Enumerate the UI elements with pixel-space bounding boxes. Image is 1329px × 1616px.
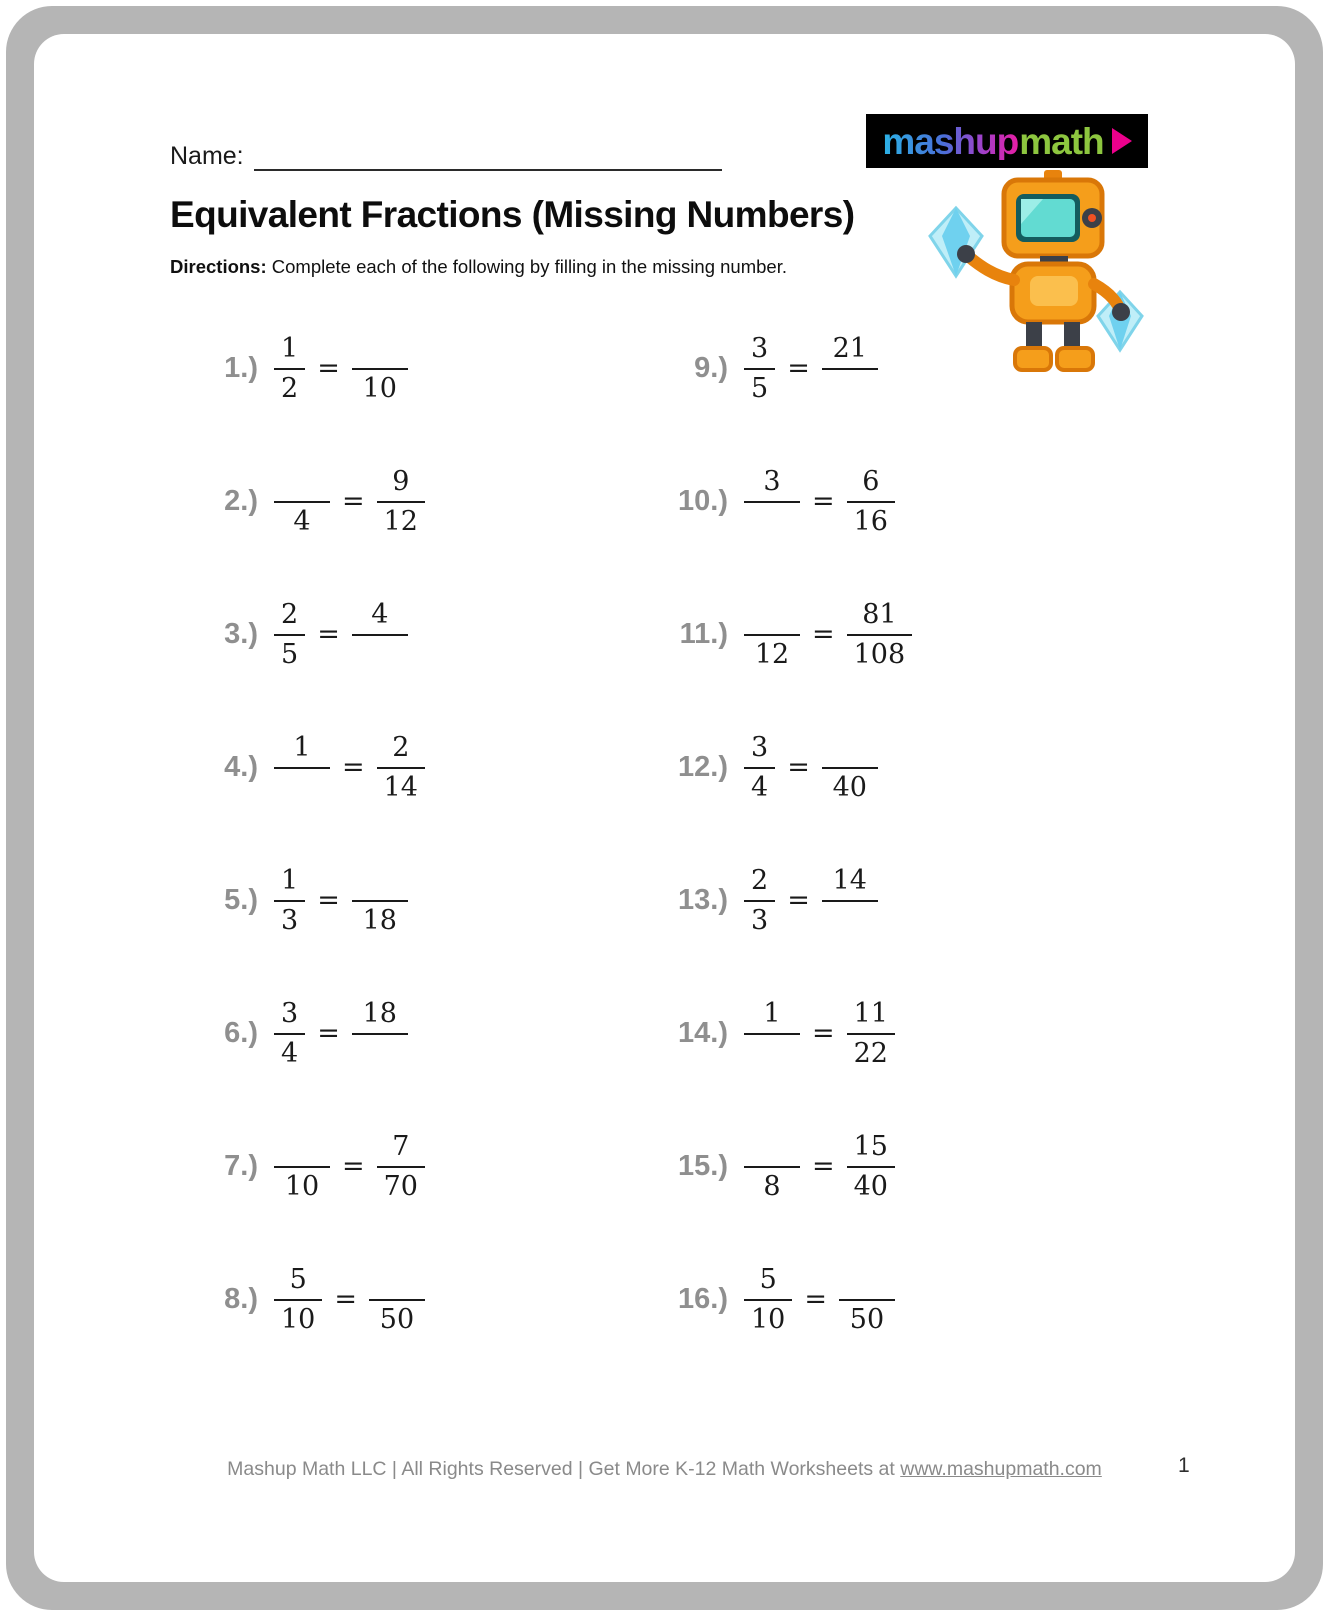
missing-number-blank[interactable] [274, 769, 330, 803]
missing-number-blank[interactable] [352, 865, 408, 901]
fraction-left [744, 333, 775, 403]
fraction-right [839, 1264, 895, 1334]
numerator: 6 [847, 466, 895, 502]
denominator: 10 [281, 1303, 316, 1335]
denominator: 3 [281, 904, 299, 936]
denominator: 10 [751, 1303, 786, 1335]
problem-row [184, 568, 654, 701]
equals-sign: = [787, 352, 810, 384]
equals-sign: = [787, 751, 810, 783]
equation [744, 1131, 895, 1201]
name-label: Name: [170, 142, 244, 170]
equation [744, 865, 878, 935]
equals-sign: = [334, 1283, 357, 1315]
equals-sign: = [317, 618, 340, 650]
denominator: 4 [281, 1037, 299, 1069]
equation [744, 599, 912, 669]
problem-row [654, 435, 1124, 568]
problem-row [654, 834, 1124, 967]
fraction-left [274, 1131, 330, 1201]
equation [274, 333, 408, 403]
problem-number: 13.) [678, 884, 728, 916]
numerator: 5 [744, 1264, 792, 1300]
numerator: 5 [274, 1264, 322, 1300]
equals-sign: = [812, 1017, 835, 1049]
equals-sign: = [317, 884, 340, 916]
problem-number: 4.) [224, 751, 258, 783]
problem-number: 6.) [224, 1017, 258, 1049]
problem-row [184, 967, 654, 1100]
denominator: 3 [751, 904, 769, 936]
problem-number: 5.) [224, 884, 258, 916]
numerator: 14 [822, 865, 878, 901]
problem-number: 1.) [224, 352, 258, 384]
fraction-right [822, 732, 878, 802]
fraction-right [847, 599, 913, 669]
equation [274, 466, 425, 536]
numerator: 1 [274, 333, 305, 369]
denominator: 18 [362, 904, 397, 936]
problem-number: 8.) [224, 1283, 258, 1315]
problem-number: 14.) [678, 1017, 728, 1049]
problem-number: 16.) [678, 1283, 728, 1315]
denominator: 4 [293, 505, 311, 537]
missing-number-blank[interactable] [744, 599, 800, 635]
missing-number-blank[interactable] [822, 732, 878, 768]
fraction-left [744, 998, 800, 1068]
numerator: 3 [744, 333, 775, 369]
missing-number-blank[interactable] [744, 1035, 800, 1069]
denominator: 22 [853, 1037, 888, 1069]
page-number: 1 [1178, 1454, 1190, 1477]
denominator: 12 [383, 505, 418, 537]
fraction-left [274, 333, 305, 403]
fraction-left [274, 732, 330, 802]
problem-row [654, 568, 1124, 701]
name-row [170, 142, 722, 171]
robot-head [1004, 180, 1102, 256]
numerator: 7 [377, 1131, 425, 1167]
numerator: 11 [847, 998, 895, 1034]
denominator: 10 [362, 372, 397, 404]
fraction-left [744, 1264, 792, 1334]
page-frame [6, 6, 1323, 1610]
equation [744, 1264, 895, 1334]
numerator: 2 [744, 865, 775, 901]
equation [744, 732, 878, 802]
problem-row [654, 302, 1124, 435]
denominator: 16 [853, 505, 888, 537]
directions-label: Directions: [170, 256, 267, 277]
denominator: 10 [284, 1170, 320, 1202]
equation [274, 1264, 425, 1334]
numerator: 21 [822, 333, 878, 369]
problem-row [184, 1233, 654, 1366]
denominator: 14 [383, 771, 418, 803]
equation [744, 998, 895, 1068]
missing-number-blank[interactable] [352, 1035, 408, 1069]
equation [744, 466, 895, 536]
equation [274, 599, 408, 669]
fraction-right [352, 599, 408, 669]
denominator: 8 [763, 1170, 781, 1202]
equals-sign: = [787, 884, 810, 916]
equals-sign: = [317, 1017, 340, 1049]
fraction-left [744, 732, 775, 802]
fraction-left [274, 466, 330, 536]
fraction-right [377, 1131, 425, 1201]
fraction-right [352, 865, 408, 935]
numerator: 15 [847, 1131, 895, 1167]
denominator: 4 [751, 771, 769, 803]
problem-number: 2.) [224, 485, 258, 517]
missing-number-blank[interactable] [839, 1264, 895, 1300]
name-input-line[interactable] [254, 143, 722, 171]
missing-number-blank[interactable] [352, 636, 408, 670]
fraction-right [352, 998, 408, 1068]
play-triangle-icon [1112, 128, 1132, 154]
equation [274, 1131, 425, 1201]
missing-number-blank[interactable] [369, 1264, 425, 1300]
footer-link[interactable]: www.mashupmath.com [900, 1458, 1102, 1480]
footer-text: Mashup Math LLC | All Rights Reserved | Get More K-12 Math Worksheets at [227, 1458, 901, 1480]
fraction-right [822, 865, 878, 935]
numerator: 1 [274, 732, 330, 768]
directions-text: Complete each of the following by filling in the missing number. [266, 256, 787, 277]
denominator: 50 [849, 1303, 885, 1335]
fraction-left [274, 599, 305, 669]
fraction-right [847, 998, 895, 1068]
equals-sign: = [812, 485, 835, 517]
denominator: 5 [281, 638, 299, 670]
equation [744, 333, 878, 403]
problem-number: 12.) [678, 751, 728, 783]
problem-row [184, 302, 654, 435]
numerator: 1 [744, 998, 800, 1034]
numerator: 81 [847, 599, 913, 635]
equals-sign: = [342, 1150, 365, 1182]
numerator: 4 [352, 599, 408, 635]
fraction-left [744, 599, 800, 669]
fraction-left [744, 466, 800, 536]
numerator: 2 [274, 599, 305, 635]
denominator: 40 [832, 771, 867, 803]
fraction-right [377, 732, 425, 802]
missing-number-blank[interactable] [744, 1131, 800, 1167]
denominator: 70 [383, 1170, 418, 1202]
missing-number-blank[interactable] [822, 370, 878, 404]
equals-sign: = [812, 1150, 835, 1182]
equals-sign: = [317, 352, 340, 384]
problem-number: 9.) [694, 352, 728, 384]
footer [34, 1458, 1295, 1481]
fraction-left [274, 998, 305, 1068]
problem-number: 3.) [224, 618, 258, 650]
denominator: 5 [751, 372, 769, 404]
problem-number: 11.) [679, 618, 728, 650]
fraction-left [744, 1131, 800, 1201]
problem-row [654, 967, 1124, 1100]
problem-row [184, 1100, 654, 1233]
problem-number: 10.) [678, 485, 728, 517]
logo-text-math: math [1019, 120, 1104, 162]
problem-row [654, 701, 1124, 834]
problem-row [654, 1233, 1124, 1366]
problem-number: 15.) [678, 1150, 728, 1182]
missing-number-blank[interactable] [352, 333, 408, 369]
worksheet-page [34, 34, 1295, 1582]
denominator: 108 [853, 638, 906, 670]
denominator: 50 [379, 1303, 415, 1335]
equation [274, 865, 408, 935]
missing-number-blank[interactable] [744, 503, 800, 537]
logo-text-mashup: mashup [882, 120, 1019, 162]
page-title: Equivalent Fractions (Missing Numbers) [170, 194, 855, 235]
problem-row [184, 435, 654, 568]
fraction-left [274, 865, 305, 935]
missing-number-blank[interactable] [274, 466, 330, 502]
equation [274, 998, 408, 1068]
fraction-left [274, 1264, 322, 1334]
equals-sign: = [812, 618, 835, 650]
fraction-right [369, 1264, 425, 1334]
fraction-right [377, 466, 425, 536]
numerator: 2 [377, 732, 425, 768]
denominator: 12 [754, 638, 790, 670]
equals-sign: = [342, 751, 365, 783]
fraction-left [744, 865, 775, 935]
fraction-right [352, 333, 408, 403]
problem-row [184, 834, 654, 967]
problem-number: 7.) [224, 1150, 258, 1182]
problem-row [654, 1100, 1124, 1233]
numerator: 9 [377, 466, 425, 502]
denominator: 40 [853, 1170, 888, 1202]
equals-sign: = [342, 485, 365, 517]
mashupmath-logo [866, 114, 1148, 168]
missing-number-blank[interactable] [274, 1131, 330, 1167]
fraction-right [822, 333, 878, 403]
numerator: 1 [274, 865, 305, 901]
denominator: 2 [281, 372, 299, 404]
directions [170, 256, 787, 278]
numerator: 3 [274, 998, 305, 1034]
numerator: 3 [744, 466, 800, 502]
problems-grid [184, 302, 1124, 1366]
fraction-right [847, 466, 895, 536]
equals-sign: = [804, 1283, 827, 1315]
missing-number-blank[interactable] [822, 902, 878, 936]
numerator: 3 [744, 732, 775, 768]
equation [274, 732, 425, 802]
problem-row [184, 701, 654, 834]
numerator: 18 [352, 998, 408, 1034]
fraction-right [847, 1131, 895, 1201]
